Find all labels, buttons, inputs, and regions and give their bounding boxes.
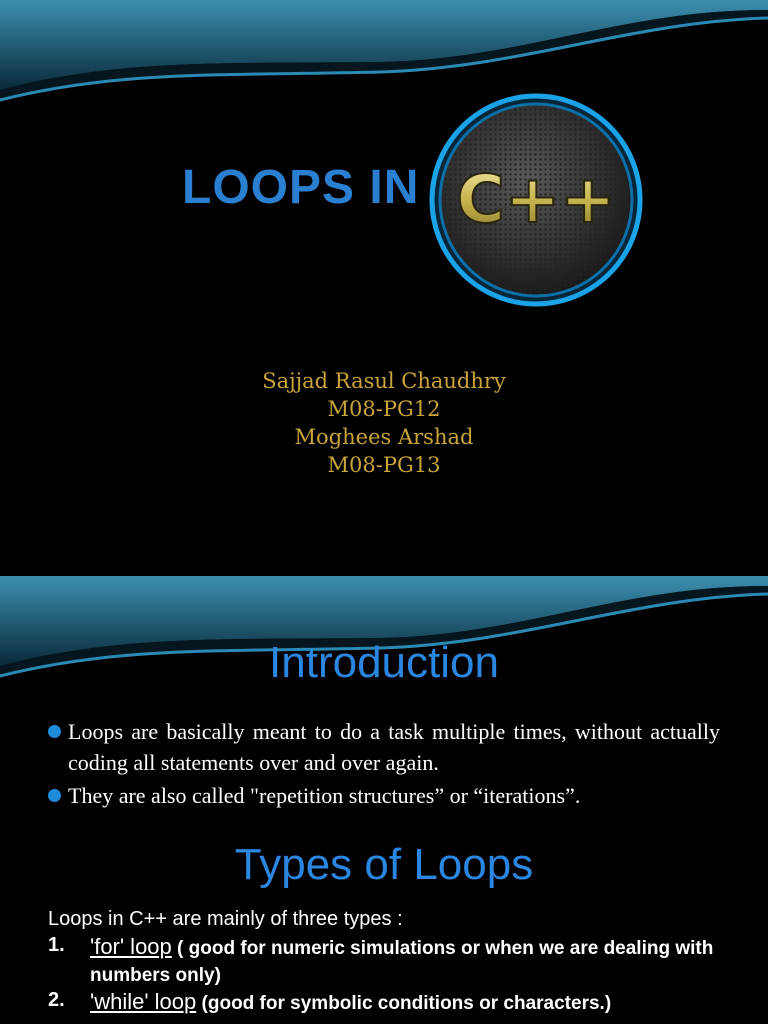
author-list — [0, 367, 768, 479]
loop-type-name: 'for' loop — [90, 934, 172, 959]
bullet-text: Loops are basically meant to do a task multiple times, without actually coding all statements over and over again. — [68, 719, 720, 775]
author-line: Sajjad Rasul Chaudhry — [262, 369, 506, 393]
types-list — [48, 934, 748, 1017]
author-line: Moghees Arshad — [294, 425, 474, 449]
bullet-item — [48, 780, 720, 811]
loop-type-item — [48, 934, 748, 989]
loop-type-number: 1. — [48, 934, 65, 956]
bullet-icon — [48, 789, 61, 802]
author-line: M08-PG13 — [327, 453, 441, 477]
loop-type-name: 'while' loop — [90, 989, 197, 1014]
loop-type-desc: ( good for numeric simulations or when we are dealing with numbers only) — [90, 938, 714, 986]
bullet-item — [48, 716, 720, 778]
bullet-list — [48, 716, 720, 813]
loop-type-item — [48, 989, 748, 1017]
author-line: M08-PG12 — [327, 397, 441, 421]
wave-header — [0, 0, 768, 110]
bullet-icon — [48, 725, 61, 738]
slide-title: LOOPS IN — [182, 161, 420, 214]
loop-type-desc: (good for symbolic conditions or characters.) — [196, 993, 612, 1014]
types-heading: Types of Loops — [234, 840, 534, 889]
intro-heading: Introduction — [269, 638, 499, 687]
loop-type-number: 2. — [48, 989, 65, 1011]
bullet-text: They are also called "repetition structures” or “iterations”. — [68, 783, 581, 808]
types-intro: Loops in C++ are mainly of three types : — [48, 908, 403, 930]
intro-slide — [0, 576, 768, 1024]
cpp-logo — [428, 92, 652, 316]
logo-text: C++ — [456, 161, 616, 238]
